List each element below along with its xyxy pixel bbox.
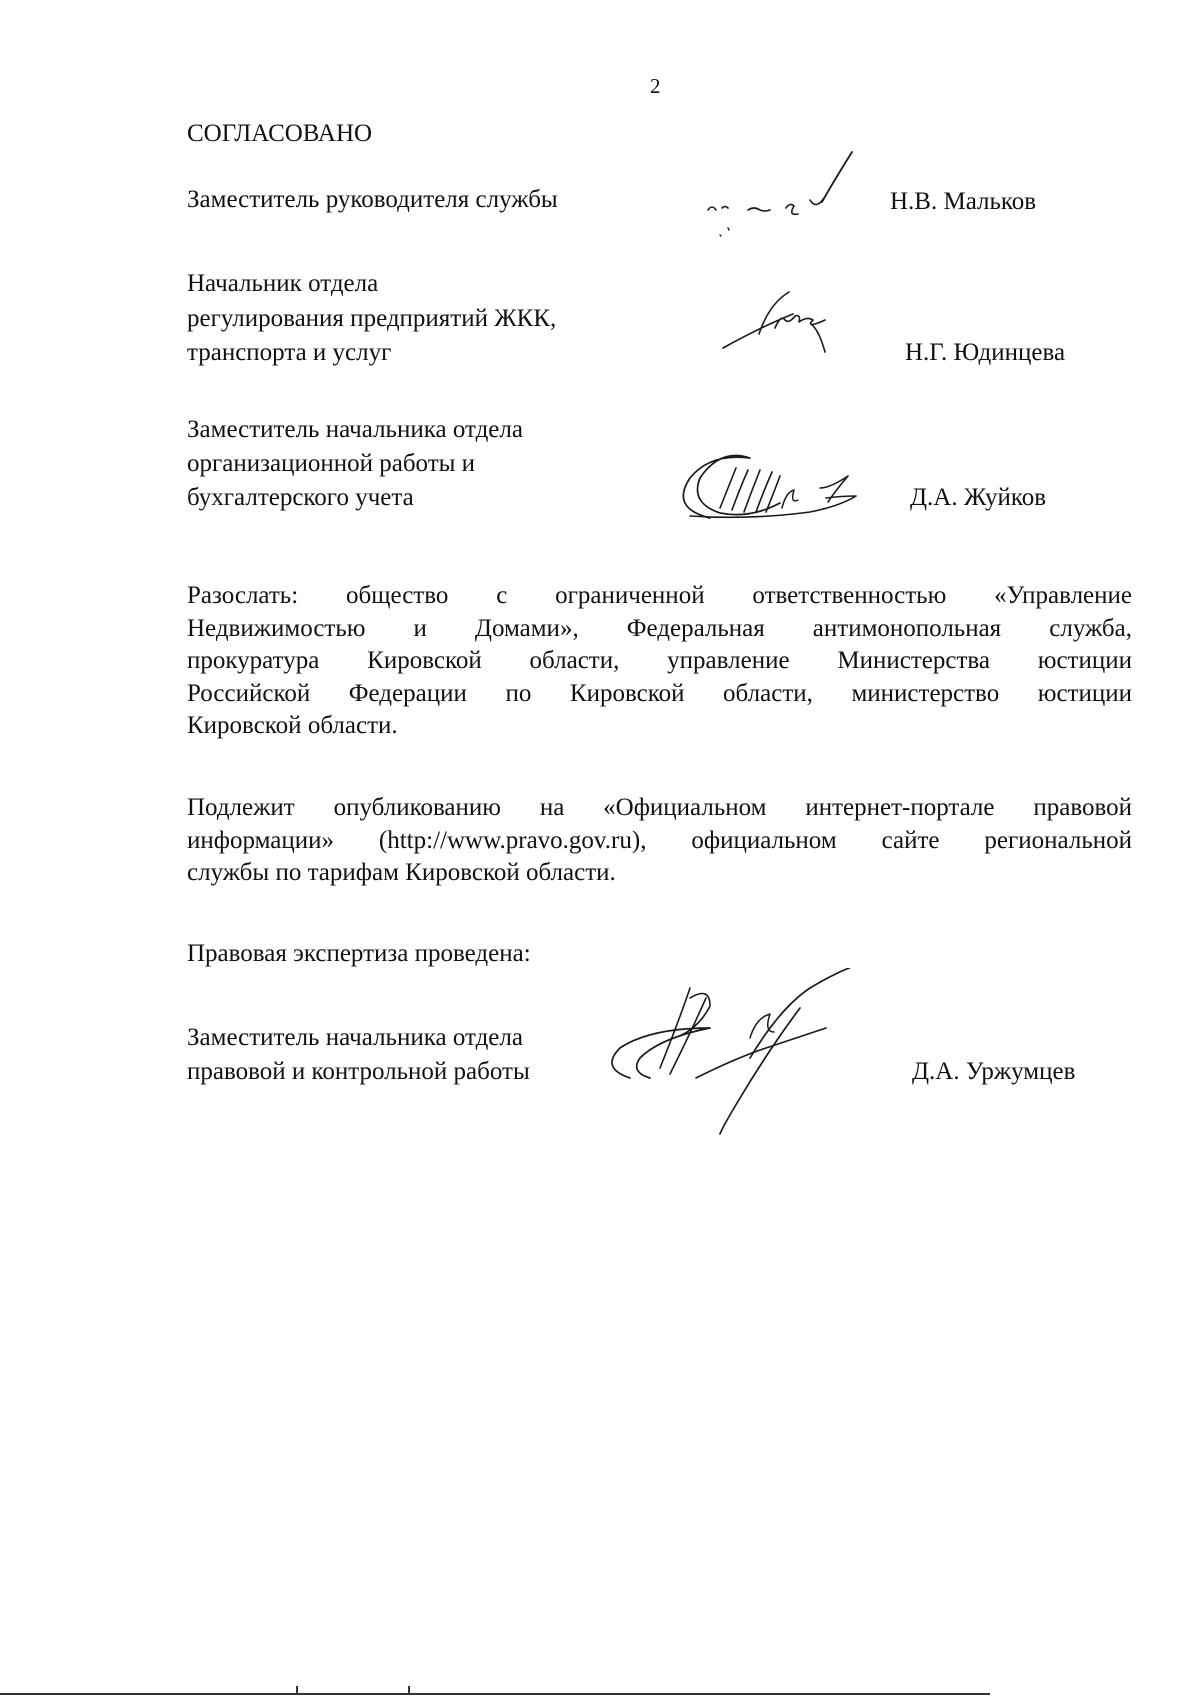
- bottom-tick: [296, 1686, 298, 1695]
- approver-position-line: организационной работы и: [187, 450, 476, 477]
- publication-paragraph: [187, 792, 1132, 890]
- bottom-border-line: [0, 1693, 990, 1695]
- approver-position: Заместитель руководителя службы: [187, 186, 558, 213]
- publication-line: службы по тарифам Кировской области.: [187, 859, 616, 886]
- approver-name: Н.В. Мальков: [890, 188, 1037, 215]
- signature-malkov: [700, 140, 900, 250]
- legal-review-label: Правовая экспертиза проведена:: [187, 940, 531, 967]
- approver-position-line: транспорта и услуг: [187, 339, 392, 366]
- bottom-tick: [408, 1686, 410, 1695]
- distribution-paragraph: [187, 580, 1132, 743]
- reviewer-name: Д.А. Уржумцев: [912, 1058, 1076, 1085]
- approver-name: Д.А. Жуйков: [910, 484, 1047, 511]
- signature-urzhumtsev: [600, 968, 890, 1138]
- signature-yudintseva: [715, 288, 855, 378]
- distribution-line: Российской Федерации по Кировской области, министерство юстиции: [187, 679, 1132, 707]
- approval-heading: СОГЛАСОВАНО: [187, 120, 373, 147]
- distribution-line: Недвижимостью и Домами», Федеральная антимонопольная служба,: [187, 614, 1132, 642]
- publication-line: информации» (http://www.pravo.gov.ru), официальном сайте региональной: [187, 826, 1132, 854]
- publication-line: Подлежит опубликованию на «Официальном интернет-портале правовой: [187, 794, 1132, 821]
- signature-zhuykov: [670, 448, 890, 538]
- page-number: 2: [650, 74, 661, 98]
- distribution-line: Разослать: общество с ограниченной ответственностью «Управление: [187, 582, 1132, 609]
- approver-position-line: бухгалтерского учета: [187, 484, 414, 511]
- approver-position-line: регулирования предприятий ЖКК,: [187, 305, 557, 332]
- approver-name: Н.Г. Юдинцева: [905, 339, 1066, 366]
- approver-position-line: Заместитель начальника отдела: [187, 416, 523, 443]
- distribution-line: прокуратура Кировской области, управление Министерства юстиции: [187, 647, 1132, 674]
- reviewer-position-line: правовой и контрольной работы: [187, 1058, 530, 1085]
- reviewer-position-line: Заместитель начальника отдела: [187, 1024, 523, 1051]
- distribution-line: Кировской области.: [187, 712, 398, 739]
- approver-position-line: Начальник отдела: [187, 270, 379, 297]
